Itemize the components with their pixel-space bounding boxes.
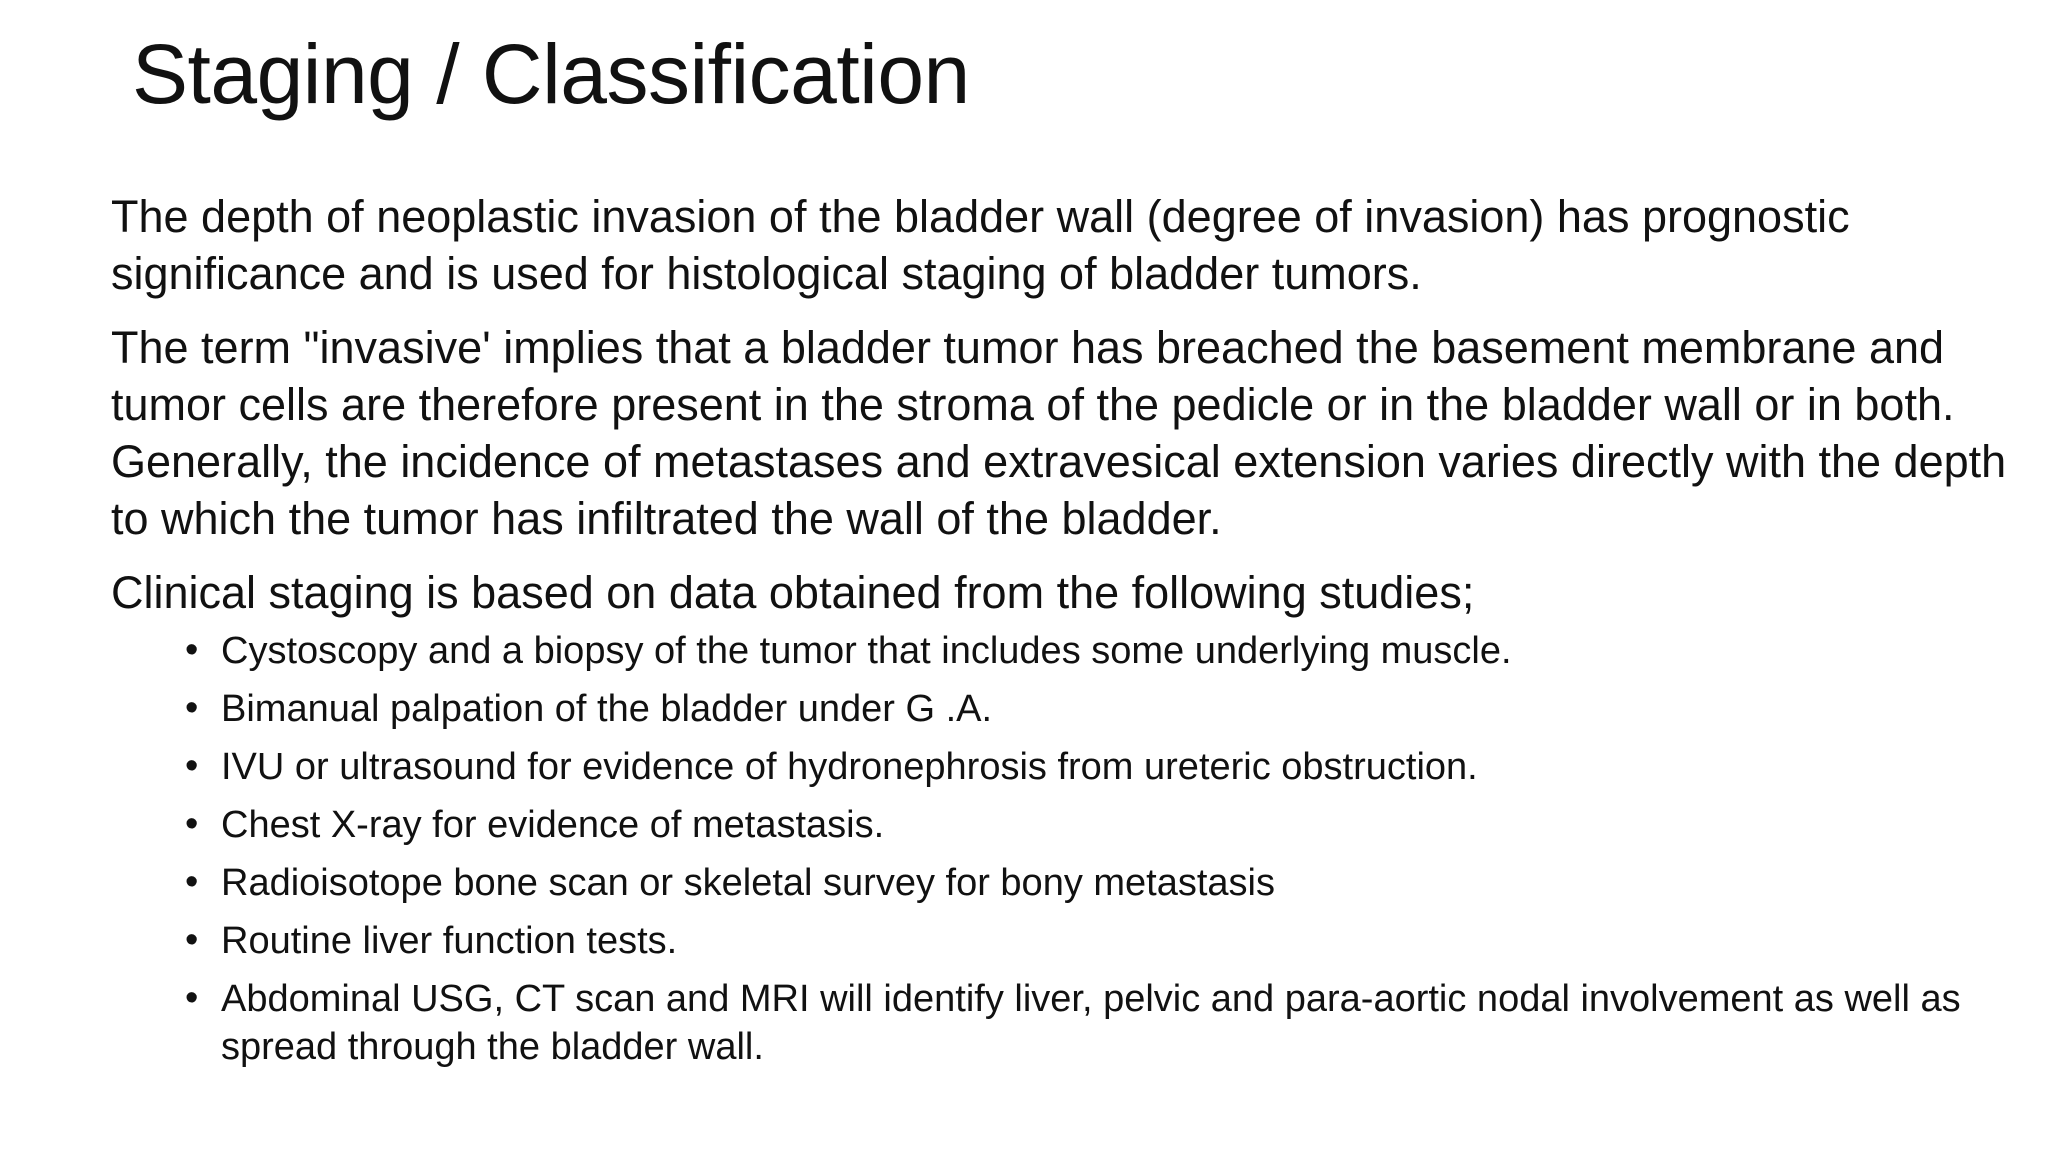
slide-body [111, 188, 2011, 1081]
list-item [185, 627, 2011, 675]
bullet-icon: • [185, 919, 199, 961]
paragraph-invasion-depth: The depth of neoplastic invasion of the bladder wall (degree of invasion) has prognostic significance and is used for histological staging of bladder tumors. [111, 191, 1850, 299]
list-item [185, 743, 2011, 791]
paragraph-clinical-staging: Clinical staging is based on data obtained from the following studies; [111, 567, 1475, 618]
bullet-icon: • [185, 687, 199, 729]
bullet-icon: • [185, 629, 199, 671]
bullet-icon: • [185, 803, 199, 845]
bullet-icon: • [185, 745, 199, 787]
list-item [185, 801, 2011, 849]
list-item-text: Abdominal USG, CT scan and MRI will identify liver, pelvic and para-aortic nodal involvement as well as spread through the bladder wall. [221, 978, 1961, 1068]
list-item-text: Routine liver function tests. [221, 920, 678, 962]
list-item-text: IVU or ultrasound for evidence of hydronephrosis from ureteric obstruction. [221, 746, 1478, 788]
list-item [185, 859, 2011, 907]
bullet-icon: • [185, 977, 199, 1019]
list-item [185, 685, 2011, 733]
list-item [185, 917, 2011, 965]
list-item-text: Bimanual palpation of the bladder under G .A. [221, 688, 993, 730]
list-item-text: Cystoscopy and a biopsy of the tumor that includes some underlying muscle. [221, 630, 1512, 672]
list-item [185, 975, 2011, 1071]
slide-title: Staging / Classification [132, 27, 970, 121]
paragraph-invasive-definition: The term "invasive' implies that a bladder tumor has breached the basement membrane and tumor cells are therefore present in the stroma of the pedicle or in the bladder wall or in both. Generally, the incidence of metastases and extravesical extension varies directly with the depth to which the tumor has infiltrated the wall of the bladder. [111, 322, 2007, 544]
list-item-text: Chest X-ray for evidence of metastasis. [221, 804, 885, 846]
bullet-icon: • [185, 861, 199, 903]
studies-list [111, 627, 2011, 1071]
list-item-text: Radioisotope bone scan or skeletal survey for bony metastasis [221, 862, 1275, 904]
